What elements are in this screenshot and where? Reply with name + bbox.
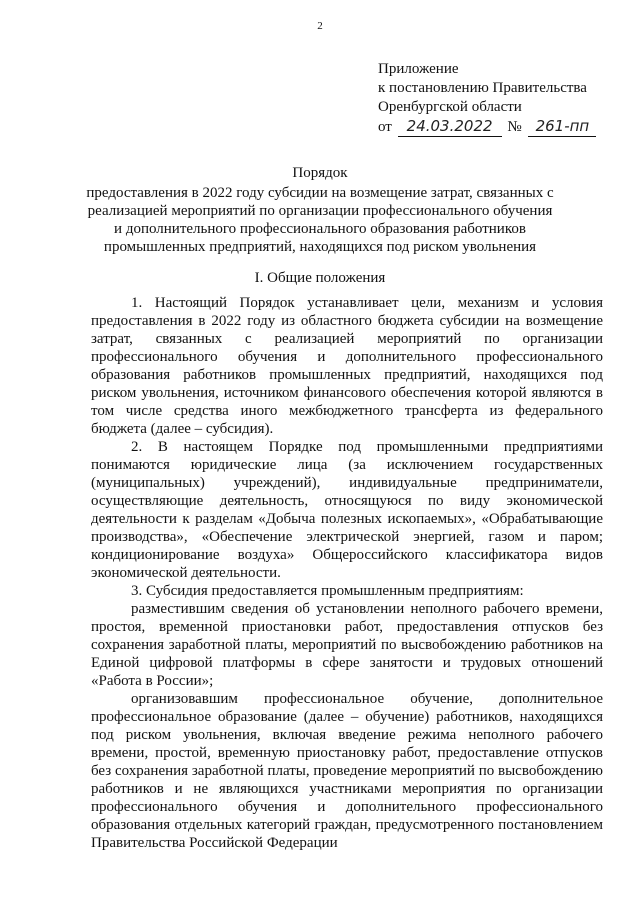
paragraph-1: 1. Настоящий Порядок устанавливает цели, механизм и условия предоставления в 2022 году из областного бюджета субсидии на возмещение затрат, связанных с реализацией мероприятий по организации профессионального обучения и дополнительного профессионального образования работников промышленных предприятий, находящихся под риском увольнения, источником финансового обеспечения которой являются в том числе средства иного межбюджетного трансферта из федерального бюджета (далее – субсидия). — [91, 295, 603, 437]
title-heading: Порядок — [292, 165, 348, 181]
body-text — [91, 294, 603, 852]
title-line-4: промышленных предприятий, находящихся под риском увольнения — [103, 239, 537, 255]
appendix-block — [378, 60, 596, 137]
document-title — [0, 164, 640, 256]
appendix-date-line — [378, 117, 596, 137]
page-number: 2 — [317, 20, 323, 32]
handwritten-date: 24.03.2022 — [398, 117, 502, 137]
appendix-line-2: к постановлению Правительства — [378, 80, 587, 96]
appendix-line-3: Оренбургской области — [378, 99, 522, 115]
number-prefix: № — [507, 119, 522, 135]
handwritten-number: 261-пп — [528, 117, 596, 137]
title-line-2: реализацией мероприятий по организации профессионального обучения — [87, 203, 553, 219]
paragraph-4: разместившим сведения об установлении неполного рабочего времени, простоя, временной приостановки работ, предоставления отпусков без сохранения заработной платы, мероприятий по высвобождению работников на Единой цифровой платформы в сфере занятости и трудовых отношений «Работа в России»; — [91, 601, 603, 689]
title-line-3: и дополнительного профессионального образования работников — [114, 221, 526, 237]
paragraph-3: 3. Субсидия предоставляется промышленным предприятиям: — [131, 583, 524, 599]
paragraph-2: 2. В настоящем Порядке под промышленными предприятиями понимаются юридические лица (за исключением государственных (муниципальных) учреждений), индивидуальные предприниматели, осуществляющие деятельность, относящуюся по виду экономической деятельности к разделам «Добыча полезных ископаемых», «Обрабатывающие производства», «Обеспечение электрической энергией, газом и паром; кондиционирование воздуха» Общероссийского классификатора видов экономической деятельности. — [91, 439, 603, 581]
date-prefix: от — [378, 119, 392, 135]
title-line-1: предоставления в 2022 году субсидии на возмещение затрат, связанных с — [86, 185, 554, 201]
section-heading: I. Общие положения — [254, 270, 386, 286]
paragraph-5: организовавшим профессиональное обучение, дополнительное профессиональное образование (далее – обучение) работников, находящихся под риском увольнения, включая введение режима неполного рабочего времени, простой, временную приостановку работ, предоставление отпусков без сохранения заработной платы, проведение мероприятий по высвобождению работников и не являющихся участниками мероприятия по организации профессионального обучения и дополнительного профессионального образования отдельных категорий граждан, предусмотренного постановлением Правительства Российской Федерации — [91, 691, 603, 851]
appendix-line-1: Приложение — [378, 61, 459, 77]
